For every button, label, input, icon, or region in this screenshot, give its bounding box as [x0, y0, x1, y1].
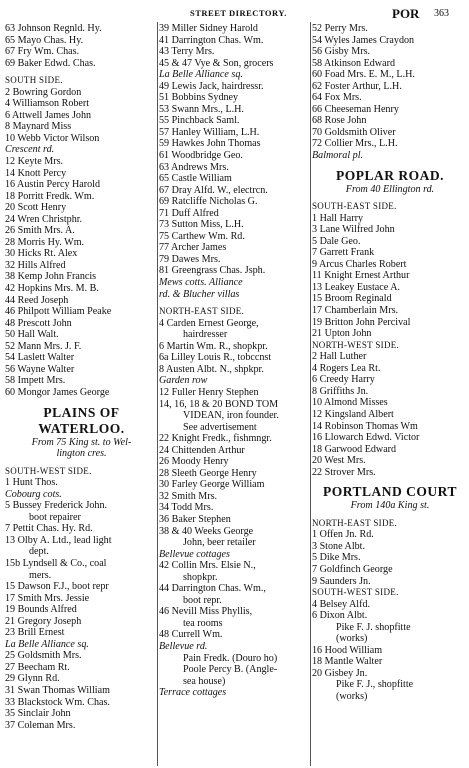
directory-entry: 56 Wayne Walter [5, 363, 75, 375]
street-title: POPLAR ROAD. [336, 167, 444, 183]
side-heading: NORTH-EAST SIDE. [312, 517, 398, 528]
directory-entry: 4 Rogers Lea Rt. [312, 362, 381, 374]
cross-street: Balmoral pl. [312, 150, 364, 162]
directory-entry: John, beer retailer [183, 537, 256, 549]
directory-entry: Poole Percy B. (Angle- [183, 664, 278, 676]
directory-entry: 15 Broom Reginald [312, 293, 392, 305]
directory-entry: 53 Swann Mrs., L.H. [159, 103, 244, 115]
directory-entry: 30 Hicks Rt. Alex [5, 248, 78, 260]
directory-entry: 42 Hopkins Mrs. M. B. [5, 283, 99, 295]
directory-entry: 54 Wyles James Craydon [312, 34, 415, 46]
directory-entry: 20 Scott Henry [5, 202, 67, 214]
page-header [0, 6, 469, 22]
directory-entry: 11 Knight Ernest Arthur [312, 270, 410, 282]
cross-street: rd. & Blucher villas [159, 288, 240, 300]
directory-entry: 72 Collier Mrs., L.H. [312, 138, 398, 150]
directory-entry: 44 Reed Joseph [5, 294, 69, 306]
column-3 [312, 23, 468, 703]
directory-entry: boot repr. [183, 594, 222, 606]
directory-entry: 18 Porritt Fredk. Wm. [5, 190, 95, 202]
column-1 [5, 23, 158, 731]
directory-entry: 10 Almond Misses [312, 397, 388, 409]
directory-entry: 17 Chamberlain Mrs. [312, 305, 399, 317]
directory-entry: 4 Williamson Robert [5, 98, 90, 110]
directory-entry: 7 Goldfinch George [312, 563, 393, 575]
directory-entry: 57 Hanley William, L.H. [159, 126, 260, 138]
directory-entry: 77 Archer James [159, 242, 227, 254]
section-letters: POR [392, 6, 420, 21]
cross-street: Cobourg cots. [5, 488, 62, 500]
directory-entry: 52 Mann Mrs. J. F. [5, 340, 82, 352]
column-2 [159, 23, 309, 699]
directory-entry: 1 Hall Harry [312, 212, 364, 224]
directory-entry: 5 Dike Mrs. [312, 552, 361, 564]
directory-entry: 75 Carthew Wm. Rd. [159, 230, 245, 242]
directory-entry: 17 Smith Mrs. Jessie [5, 592, 90, 604]
side-heading: NORTH-EAST SIDE. [159, 306, 245, 317]
directory-entry: 79 Dawes Mrs. [159, 253, 221, 265]
directory-entry: 48 Currell Wm. [159, 629, 223, 641]
directory-entry: 67 Fry Wm. Chas. [5, 46, 80, 58]
directory-entry: 37 Coleman Mrs. [5, 719, 76, 731]
directory-entry: 31 Swan Thomas William [5, 684, 110, 696]
directory-entry: 33 Blackstock Wm. Chas. [5, 696, 110, 708]
directory-entry: 13 Leakey Eustace A. [312, 281, 401, 293]
directory-entry: 23 Brill Ernest [5, 627, 65, 639]
directory-entry: 4 Carden Ernest George, [159, 317, 259, 329]
directory-entry: 8 Maynard Miss [5, 121, 72, 133]
directory-entry: 65 Mayo Chas. Hy. [5, 34, 84, 46]
side-heading: SOUTH-WEST SIDE. [5, 465, 92, 476]
cross-street: Crescent rd. [5, 144, 55, 156]
directory-entry: 21 Upton John [312, 328, 372, 340]
side-heading: SOUTH-WEST SIDE. [312, 587, 399, 598]
directory-entry: 19 Britton John Percival [312, 316, 411, 328]
directory-entry: 26 Smith Mrs. A. [5, 225, 75, 237]
directory-entry: 7 Pettit Chas. Hy. Rd. [5, 523, 93, 535]
directory-entry: 45 & 47 Vye & Son, grocers [159, 57, 274, 69]
street-origin: From 140a King st. [350, 500, 430, 512]
directory-entry: mers. [29, 569, 52, 581]
directory-entry: tea rooms [183, 617, 223, 629]
directory-entry: 18 Garwood Edward [312, 443, 397, 455]
directory-entry: 69 Ratcliffe Nicholas G. [159, 196, 258, 208]
street-origin: From 40 Ellington rd. [345, 183, 435, 195]
directory-entry: 6 Attwell James John [5, 109, 92, 121]
directory-entry: 65 Castle William [159, 173, 232, 185]
street-origin: lington cres. [56, 448, 107, 460]
directory-entry: 62 Foster Arthur, L.H. [312, 80, 402, 92]
directory-entry: 6 Martin Wm. R., shopkpr. [159, 340, 268, 352]
directory-entry: 42 Collin Mrs. Elsie N., [159, 560, 256, 572]
directory-entry: 15 Dawson F.J., boot repr [5, 581, 109, 593]
directory-entry: 46 Nevill Miss Phyllis, [159, 606, 253, 618]
directory-entry: 32 Hills Alfred [5, 259, 66, 271]
directory-entry: 28 Sleeth George Henry [159, 467, 257, 479]
cross-street: Terrace cottages [159, 687, 227, 699]
directory-entry: 3 Stone Albt. [312, 540, 365, 552]
running-head: STREET DIRECTORY. [190, 8, 287, 18]
directory-entry: 6 Dixon Albt. [312, 610, 368, 622]
directory-entry: 14, 16, 18 & 20 BOND TOM [159, 398, 279, 410]
street-origin: From 75 King st. to Wel- [31, 436, 132, 448]
directory-entry: 52 Perry Mrs. [312, 23, 368, 34]
cross-street: Bellevue cottages [159, 548, 230, 560]
directory-entry: 73 Sutton Miss, L.H. [159, 219, 244, 231]
directory-entry: 56 Gisby Mrs. [312, 46, 371, 58]
directory-entry: 15b Lyndsell & Co., coal [5, 557, 107, 569]
directory-entry: 24 Wren Christphr. [5, 213, 83, 225]
directory-entry: 5 Bussey Frederick John. [5, 500, 108, 512]
directory-entry: 71 Duff Alfred [159, 207, 219, 219]
directory-entry: 12 Fuller Henry Stephen [159, 386, 259, 398]
street-title: WATERLOO. [38, 420, 125, 436]
directory-entry: 21 Gregory Joseph [5, 615, 82, 627]
directory-entry: 22 Strover Mrs. [312, 466, 376, 478]
directory-entry: 5 Dale Geo. [312, 235, 361, 247]
directory-entry: sea house) [183, 675, 226, 687]
directory-entry: 28 Morris Hy. Wm. [5, 236, 85, 248]
directory-entry: 19 Bounds Alfred [5, 604, 77, 616]
directory-entry: 61 Woodbridge Geo. [159, 150, 243, 162]
directory-entry: 4 Belsey Alfd. [312, 598, 371, 610]
cross-street: Mews cotts. Alliance [159, 277, 243, 289]
directory-entry: 32 Smith Mrs. [159, 490, 218, 502]
directory-entry: 67 Dray Alfd. W., electrcn. [159, 184, 268, 196]
directory-entry: 16 Austin Percy Harold [5, 179, 101, 191]
page-number: 363 [434, 8, 449, 19]
directory-entry: 58 Atkinson Edward [312, 57, 395, 69]
directory-entry: 1 Hunt Thos. [5, 477, 58, 489]
directory-entry: 58 Impett Mrs. [5, 375, 66, 387]
directory-entry: 14 Robinson Thomas Wm [312, 420, 418, 432]
directory-entry: 51 Bobbins Sydney [159, 92, 239, 104]
directory-entry: 30 Farley George William [159, 479, 265, 491]
directory-entry: 22 Knight Fredk., fishmngr. [159, 433, 272, 445]
directory-entry: 13 Olby A. Ltd., lead light [5, 534, 112, 546]
street-title: PLAINS OF [43, 404, 120, 420]
directory-entry: 35 Sinclair John [5, 708, 71, 720]
directory-entry: 29 Glynn Rd. [5, 673, 60, 685]
directory-entry: 59 Hawkes John Thomas [159, 138, 261, 150]
cross-street: La Belle Alliance sq. [5, 638, 89, 650]
directory-entry: 9 Arcus Charles Robert [312, 258, 407, 270]
directory-entry: Pain Fredk. (Douro ho) [183, 652, 278, 664]
directory-entry: 16 Hood William [312, 644, 383, 656]
directory-entry: dept. [29, 546, 49, 558]
directory-entry: 24 Chittenden Arthur [159, 444, 245, 456]
directory-entry: 8 Griffiths Jn. [312, 385, 369, 397]
directory-entry: 2 Bowring Gordon [5, 86, 82, 98]
directory-entry: boot repairer [29, 511, 81, 523]
directory-entry: 49 Lewis Jack, hairdressr. [159, 80, 264, 92]
directory-entry: 12 Kingsland Albert [312, 408, 394, 420]
directory-entry: 43 Terry Mrs. [159, 46, 215, 58]
directory-entry: 64 Fox Mrs. [312, 92, 362, 104]
directory-entry: 20 Gisbey Jn. [312, 667, 368, 679]
directory-entry: 81 Greengrass Chas. Jsph. [159, 265, 266, 277]
directory-entry: 14 Knott Percy [5, 167, 67, 179]
directory-entry: 38 & 40 Weeks George [159, 525, 254, 537]
cross-street: Bellevue rd. [159, 640, 208, 652]
column-divider [310, 22, 311, 766]
directory-entry: 38 Kemp John Francis [5, 271, 97, 283]
directory-entry: 44 Darrington Chas. Wm., [159, 583, 266, 595]
directory-entry: 3 Lane Wilfred John [312, 224, 395, 236]
directory-entry: Pike F. J. shopfitte [336, 621, 411, 633]
directory-entry: 69 Baker Edwd. Chas. [5, 57, 96, 69]
directory-entry: (works) [336, 633, 368, 645]
directory-entry: 54 Laslett Walter [5, 352, 75, 364]
directory-entry: 41 Darrington Chas. Wm. [159, 34, 264, 46]
directory-entry: 2 Hall Luther [312, 351, 367, 363]
directory-entry: 63 Andrews Mrs. [159, 161, 229, 173]
directory-entry: 26 Moody Henry [159, 456, 229, 468]
directory-entry: 60 Foad Mrs. E. M., L.H. [312, 69, 415, 81]
side-heading: SOUTH SIDE. [5, 75, 63, 86]
directory-entry: See advertisement [183, 421, 257, 433]
directory-entry: 36 Baker Stephen [159, 513, 231, 525]
directory-entry: Pike F. J., shopfitte [336, 679, 414, 691]
directory-entry: VIDEAN, iron founder. [183, 410, 279, 422]
directory-entry: 20 West Mrs. [312, 455, 366, 467]
directory-entry: 12 Keyte Mrs. [5, 156, 64, 168]
directory-entry: 18 Mantle Walter [312, 656, 383, 668]
directory-entry: 1 Offen Jn. Rd. [312, 529, 374, 541]
directory-entry: 55 Pinchback Saml. [159, 115, 240, 127]
directory-entry: 27 Beecham Rt. [5, 661, 70, 673]
directory-entry: (works) [336, 690, 368, 702]
directory-entry: 6 Creedy Harry [312, 374, 375, 386]
directory-entry: 39 Miller Sidney Harold [159, 23, 258, 34]
directory-entry: 66 Cheeseman Henry [312, 103, 399, 115]
side-heading: SOUTH-EAST SIDE. [312, 201, 397, 212]
directory-entry: 50 Hall Walt. [5, 329, 59, 341]
directory-entry: 16 Llowarch Edwd. Victor [312, 432, 420, 444]
directory-entry: 63 Johnson Regnld. Hy. [5, 23, 102, 34]
directory-entry: 48 Prescott John [5, 317, 72, 329]
directory-entry: 46 Philpott William Peake [5, 306, 112, 318]
cross-street: Garden row [159, 375, 208, 387]
street-title: PORTLAND COURT [323, 484, 457, 500]
directory-entry: 68 Rose John [312, 115, 367, 127]
directory-entry: 34 Todd Mrs. [159, 502, 214, 514]
side-heading: NORTH-WEST SIDE. [312, 339, 400, 350]
cross-street: La Belle Alliance sq. [159, 69, 243, 81]
directory-entry: 9 Saunders Jn. [312, 575, 371, 587]
directory-entry: 60 Mongor James George [5, 386, 110, 398]
directory-entry: shopkpr. [183, 571, 218, 583]
directory-entry: hairdresser [183, 329, 228, 341]
directory-entry: 7 Garrett Frank [312, 247, 375, 259]
directory-entry: 10 Webb Victor Wilson [5, 132, 100, 144]
directory-entry: 70 Goldsmith Oliver [312, 126, 396, 138]
directory-entry: 8 Austen Albt. N., shpkpr. [159, 363, 264, 375]
directory-entry: 25 Goldsmith Mrs. [5, 650, 82, 662]
directory-entry: 6a Lilley Louis R., tobccnst [159, 352, 272, 364]
